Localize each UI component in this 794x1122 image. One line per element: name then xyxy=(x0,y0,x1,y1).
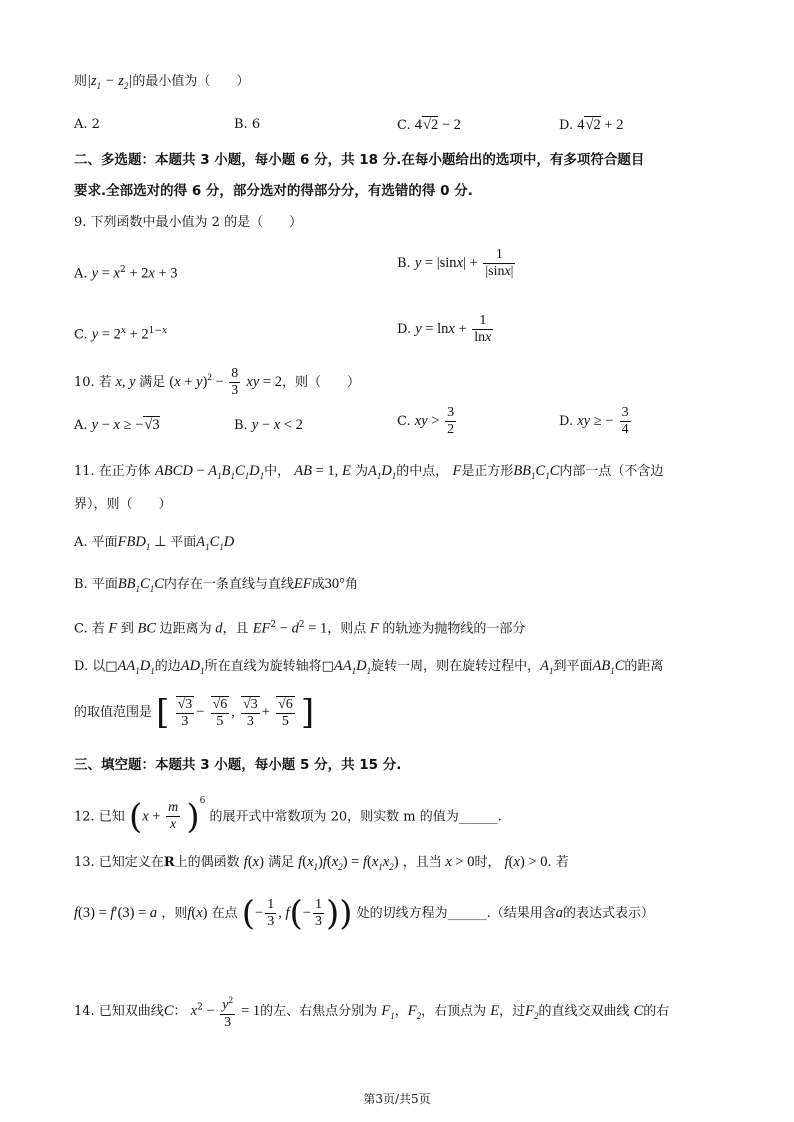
q9-option-c: C. $y = 2^x + 2^{1-x}$ xyxy=(74,326,168,343)
q8-option-c: C. 4√2 − 2 xyxy=(397,117,461,133)
q9-option-a: A. $y = x^2 + 2x + 3$ xyxy=(74,265,178,282)
q9-option-d: D. y = lnx + $\frac{1}{\ln x}$ xyxy=(397,313,492,345)
q13-stem-line2: f(3) = f′(3) = a ，则f(x) 在点 (− $\frac{1}{3}$ , f(− $\frac{1}{3}$ )) 处的切线方程为______.（结果用含a的表达式表示） xyxy=(74,893,655,934)
q11-option-a: A. 平面$FBD_1$ ⊥ 平面$A_1C_1D$ xyxy=(74,534,235,552)
q10-option-a: A. y − x ≥ −√3 xyxy=(74,417,160,433)
q8-option-a: A. 2 xyxy=(74,117,100,132)
q9-option-b: B. y = |sinx| + $\frac{1}{|\sin x|}$ xyxy=(397,247,514,279)
section2-heading-line1: 二、多选题：本题共 3 小题，每小题 6 分，共 18 分.在每小题给出的选项中，有多项符合题目 xyxy=(74,152,645,168)
q10-option-c: C. xy > $\frac{3}{2}$ xyxy=(397,405,455,437)
q11-option-b: B. 平面$BB_1C_1C$内存在一条直线与直线EF成30°角 xyxy=(74,576,358,594)
q13-stem-line1: 13. 已知定义在R上的偶函数 f(x) 满足 $f(x_1)f(x_2) = f(x_1x_2)$ ，且当 x > 0时， f(x) > 0. 若 xyxy=(74,854,569,872)
q12-stem: 12. 已知 (x + $\frac{m}{x}$ )$^6$ 的展开式中常数项为 20，则实数 m 的值为______. xyxy=(74,796,502,837)
q11-stem-line2: 界），则（ ） xyxy=(74,497,172,512)
q10-option-d: D. xy ≥ − $\frac{3}{4}$ xyxy=(559,405,629,437)
q8-option-b: B. 6 xyxy=(234,117,261,132)
q10-option-b: B. y − x < 2 xyxy=(234,417,303,433)
q10-stem: 10. 若 x, y 满足 $(x + y)^2$ − $\frac{8}{3}$ xy = 2，则（ ） xyxy=(74,366,360,398)
q8-stem-tail: 则$|z_1 - z_2|$的最小值为（ ） xyxy=(74,73,250,91)
q11-option-d-line1: D. 以$□AA_1D_1$的边$AD_1$所在直线为旋转轴将$□AA_1D_1$旋转一周，则在旋转过程中，$A_1$到平面$AB_1C$的距离 xyxy=(74,658,664,676)
q11-stem-line1: 11. 在正方体 ABCD − $A_1B_1C_1D_1$中， AB = 1, E 为$A_1D_1$的中点， F是正方形$BB_1C_1C$内部一点（不含边 xyxy=(74,463,664,481)
section3-heading: 三、填空题：本题共 3 小题，每小题 5 分，共 15 分. xyxy=(74,757,402,773)
q11-option-c: C. 若 F 到 BC 边距离为 d，且 $EF^2 - d^2 = 1$，则点 F 的轨迹为抛物线的一部分 xyxy=(74,620,526,637)
page-footer: 第3页/共5页 xyxy=(363,1092,431,1106)
section2-heading-line2: 要求.全部选对的得 6 分，部分选对的得部分分，有选错的得 0 分. xyxy=(74,183,473,199)
q8-option-d: D. 4√2 + 2 xyxy=(559,117,624,133)
q14-stem: 14. 已知双曲线C： $x^2$ − $\frac{y^2}{3}$ = 1的左、右焦点分别为 $F_1$，$F_2$，右顶点为 E，过$F_2$的直线交双曲线 C的右 xyxy=(74,995,670,1030)
q9-stem: 9. 下列函数中最小值为 2 的是（ ） xyxy=(74,215,303,230)
q11-option-d-line2: 的取值范围是 [ $\frac{√3}{3}$ − $\frac{√6}{5}$ , $\frac{√3}{3}$ + $\frac{√6}{5}$ ] xyxy=(74,692,315,733)
